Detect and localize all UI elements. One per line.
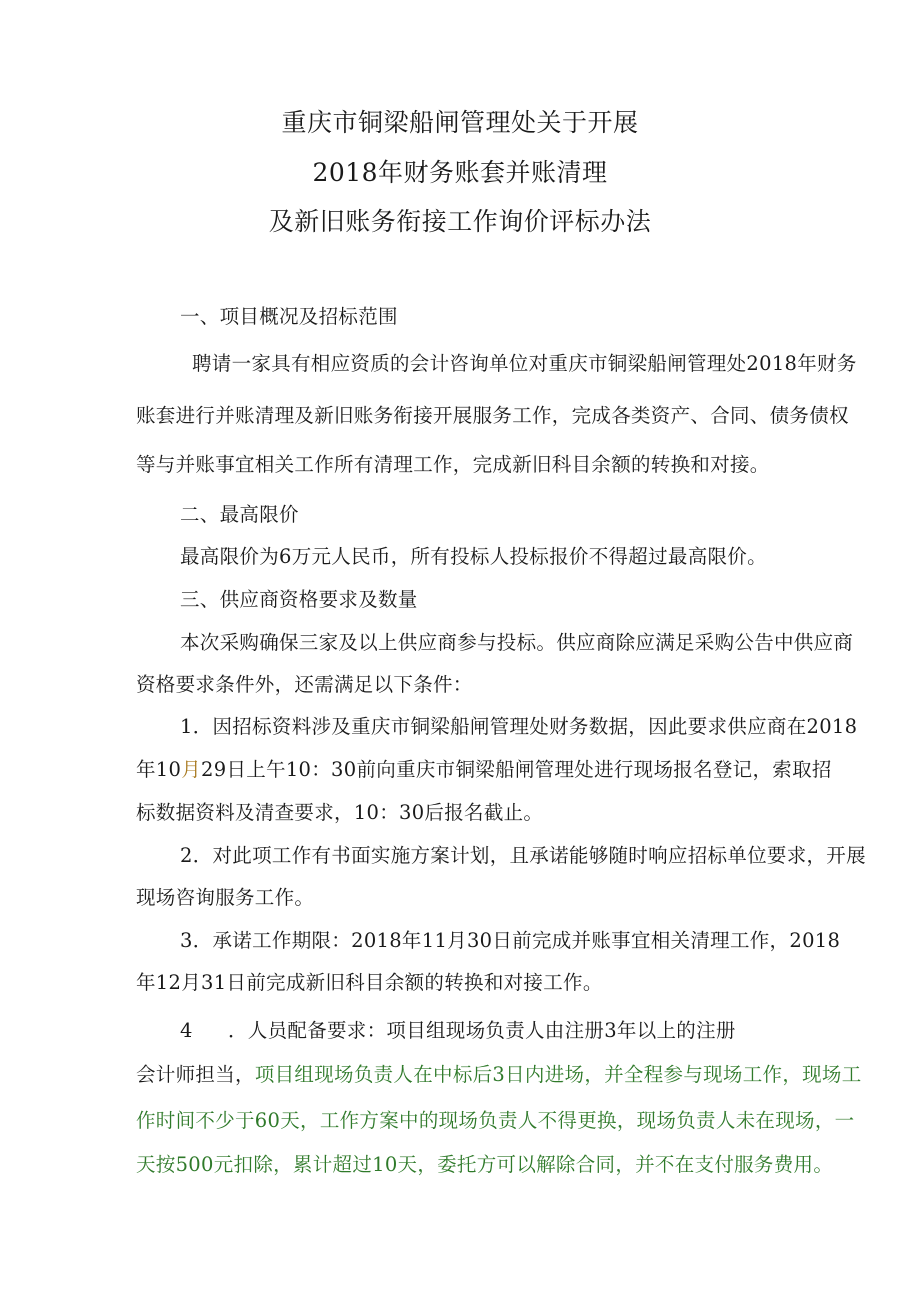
item-line: 1．因招标资料涉及重庆市铜梁船闸管理处财务数据，因此要求供应商在2018 (180, 715, 858, 738)
item-line: ．人员配备要求：项目组现场负责人由注册3年以上的注册 (228, 1019, 736, 1042)
section-heading: 二、最高限价 (180, 503, 299, 526)
paragraph-line: 等与并账事宜相关工作所有清理工作，完成新旧科目余额的转换和对接。 (136, 453, 770, 476)
item-number: 4 (180, 1019, 193, 1042)
paragraph-line: 最高限价为6万元人民币，所有投标人投标报价不得超过最高限价。 (180, 545, 767, 568)
title-line-1: 重庆市铜梁船闸管理处关于开展 (281, 108, 639, 137)
section-heading: 一、项目概况及招标范围 (180, 305, 398, 328)
paragraph-line: 聘请一家具有相应资质的会计咨询单位对重庆市铜梁船闸管理处2018年财务 (192, 352, 857, 375)
title-line-2: 2018年财务账套并账清理 (312, 158, 608, 187)
item-line: 3．承诺工作期限：2018年11月30日前完成并账事宜相关清理工作，2018 (180, 929, 841, 952)
paragraph-line: 资格要求条件外，还需满足以下条件： (136, 673, 473, 696)
item-line: 标数据资料及清查要求，10：30后报名截止。 (136, 801, 544, 824)
item-line: 年10月29日上午10：30前向重庆市铜梁船闸管理处进行现场报名登记，索取招 (136, 758, 832, 781)
item-line: 2．对此项工作有书面实施方案计划，且承诺能够随时响应招标单位要求，开展 (180, 844, 866, 867)
item-line: 天按500元扣除，累计超过10天，委托方可以解除合同，并不在支付服务费用。 (136, 1153, 834, 1176)
item-line: 作时间不少于60天，工作方案中的现场负责人不得更换，现场负责人未在现场，一 (136, 1109, 855, 1132)
paragraph-line: 账套进行并账清理及新旧账务衔接开展服务工作，完成各类资产、合同、债务债权 (136, 404, 849, 427)
item-line: 会计师担当，项目组现场负责人在中标后3日内进场，并全程参与现场工作，现场工 (136, 1063, 862, 1086)
section-heading: 三、供应商资格要求及数量 (180, 588, 418, 611)
item-line: 现场咨询服务工作。 (136, 886, 315, 909)
paragraph-line: 本次采购确保三家及以上供应商参与投标。供应商除应满足采购公告中供应商 (180, 631, 854, 654)
item-line: 年12月31日前完成新旧科目余额的转换和对接工作。 (136, 971, 603, 994)
title-line-3: 及新旧账务衔接工作询价评标办法 (268, 207, 652, 236)
